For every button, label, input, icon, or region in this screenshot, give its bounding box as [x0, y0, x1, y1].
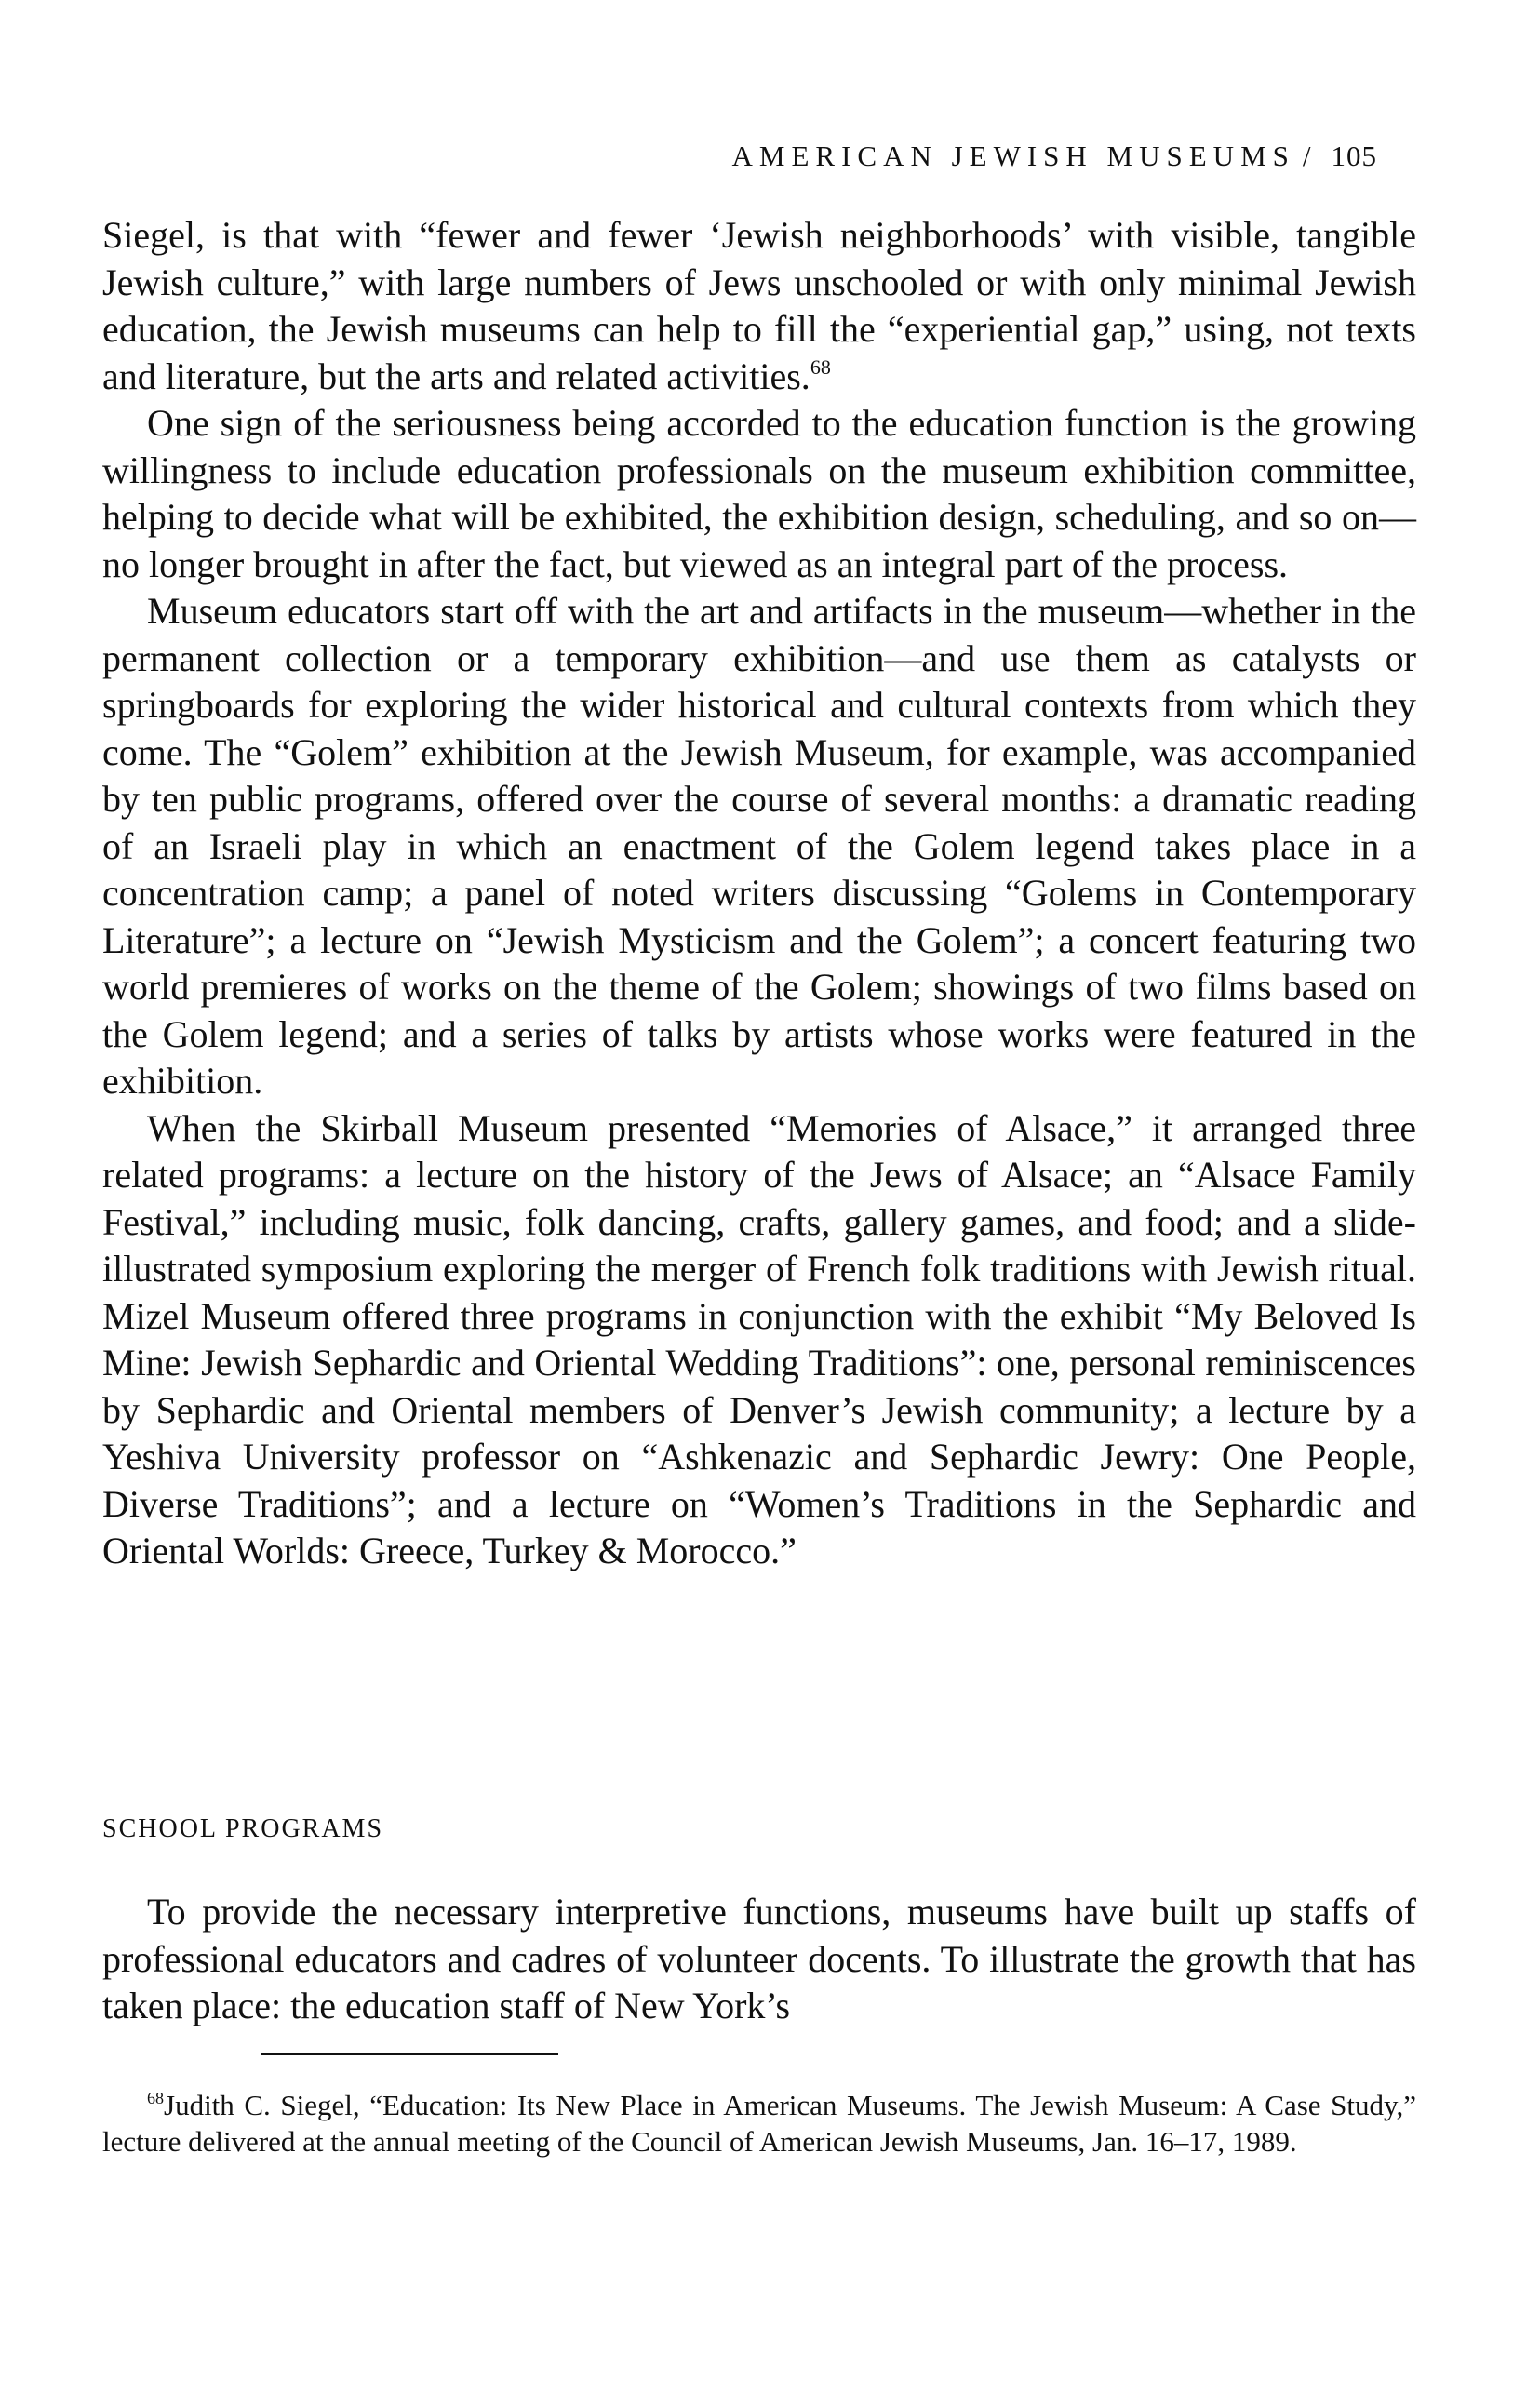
- paragraph-2: One sign of the seriousness being accorded to the education function is the growing willingness to include education professionals on the museum exhibition committee, helping to decide what will be exhibited, the exhibition design, scheduling, and so on—no longer brought in after the fact, but viewed as an integral part of the process.: [102, 402, 1416, 585]
- footnote-rule: [261, 2053, 558, 2055]
- paragraph-4: When the Skirball Museum presented “Memories of Alsace,” it arranged three related programs: a lecture on the history of the Jews of Alsace; an “Alsace Family Festival,” including music, folk dancing, crafts, gallery games, and food; and a slide-illustrated symposium exploring the merger of French folk traditions with Jewish ritual. Mizel Museum offered three programs in conjunction with the exhibit “My Beloved Is Mine: Jewish Sephardic and Oriental Wedding Traditions”: one, personal reminiscences by Sephardic and Oriental members of Denver’s Jewish community; a lecture by a Yeshiva University professor on “Ashkenazic and Sephardic Jewry: One People, Diverse Traditions”; and a lecture on “Women’s Traditions in the Sephardic and Oriental Worlds: Greece, Turkey & Morocco.”: [102, 1106, 1416, 1571]
- section-text: [102, 1889, 1416, 2030]
- section-heading: SCHOOL PROGRAMS: [102, 1814, 384, 1843]
- section-paragraph-1: To provide the necessary interpretive functions, museums have built up staffs of professional educators and cadres of volunteer docents. To illustrate the growth that has taken place: the education staff of New York’s: [102, 1891, 1416, 2026]
- footnote-marker: 68: [147, 2089, 164, 2107]
- paragraph-1-text: Siegel, is that with “fewer and fewer ‘Jewish neighborhoods’ with visible, tangible Jewish culture,” with large numbers of Jews unschooled or with only minimal Jewish education, the Jewish museums can help to fill the “experiential gap,” using, not texts and literature, but the arts and related activities.: [102, 214, 1416, 397]
- footnote-text: Judith C. Siegel, “Education: Its New Place in American Museums. The Jewish Museum: A Case Study,” lecture delivered at the annual meeting of the Council of American Jewish Museums, Jan. 16–17, 1989.: [102, 2089, 1416, 2158]
- footnote-68: [102, 2087, 1416, 2160]
- running-title: AMERICAN JEWISH MUSEUMS: [731, 140, 1295, 172]
- page-number: 105: [1331, 140, 1377, 172]
- paragraph-3: Museum educators start off with the art and artifacts in the museum—whether in the permanent collection or a temporary exhibition—and use them as catalysts or springboards for exploring the wider historical and cultural contexts from which they come. The “Golem” exhibition at the Jewish Museum, for example, was accompanied by ten public programs, offered over the course of several months: a dramatic reading of an Israeli play in which an enactment of the Golem legend takes place in a concentration camp; a panel of noted writers discussing “Golems in Contemporary Literature”; a lecture on “Jewish Mysticism and the Golem”; a concert featuring two world premieres of works on the theme of the Golem; showings of two films based on the Golem legend; and a series of talks by artists whose works were featured in the exhibition.: [102, 590, 1416, 1102]
- running-header: [732, 140, 1378, 173]
- header-separator: /: [1302, 140, 1311, 172]
- footnote-ref-68: 68: [810, 354, 831, 379]
- body-text: [102, 212, 1416, 1575]
- paragraph-1: [102, 212, 1416, 400]
- footnotes: [102, 2087, 1416, 2160]
